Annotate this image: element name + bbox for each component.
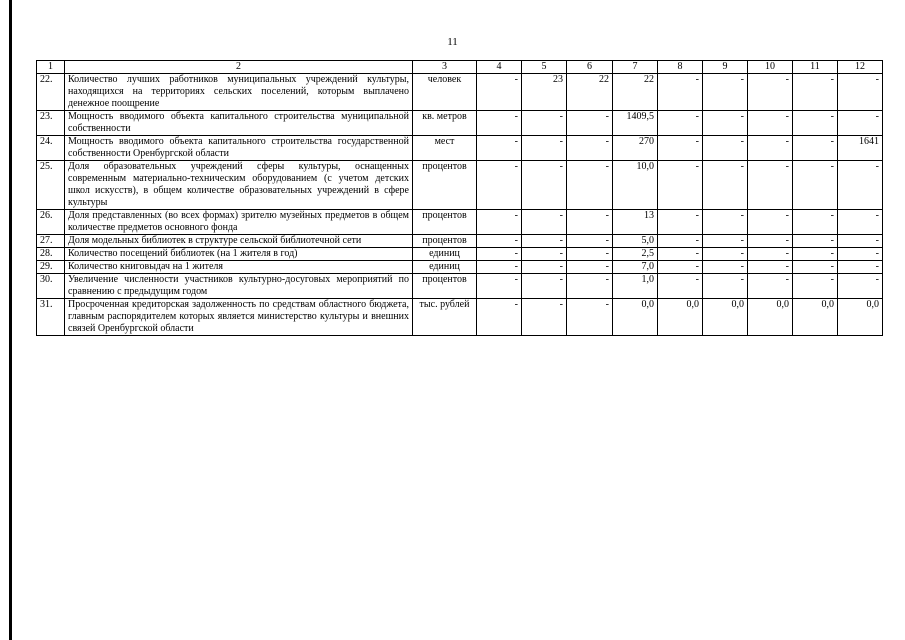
indicator-name-cell: Количество посещений библиотек (на 1 жителя в год) xyxy=(65,248,413,261)
value-cell-col-12: - xyxy=(838,74,883,111)
value-cell-col-12: - xyxy=(838,161,883,210)
column-number-12: 12 xyxy=(838,61,883,74)
value-cell-col-5: - xyxy=(522,235,567,248)
value-cell-col-4: - xyxy=(477,299,522,336)
column-number-10: 10 xyxy=(748,61,793,74)
value-cell-col-5: - xyxy=(522,111,567,136)
row-number-cell: 31. xyxy=(37,299,65,336)
value-cell-col-7: 10,0 xyxy=(613,161,658,210)
value-cell-col-8: - xyxy=(658,248,703,261)
value-cell-col-9: - xyxy=(703,274,748,299)
unit-cell: процентов xyxy=(413,210,477,235)
value-cell-col-8: - xyxy=(658,74,703,111)
value-cell-col-5: - xyxy=(522,161,567,210)
indicator-name-cell: Доля представленных (во всех формах) зрителю музейных предметов в общем количестве предметов основного фонда xyxy=(65,210,413,235)
table-row xyxy=(37,274,883,299)
row-number-cell: 27. xyxy=(37,235,65,248)
value-cell-col-7: 1409,5 xyxy=(613,111,658,136)
indicator-name-cell: Доля образовательных учреждений сферы культуры, оснащенных современным материально-техническим оборудованием (с учетом детских школ искусств), в общем количестве образовательных учреждений в сфере культуры xyxy=(65,161,413,210)
row-number-cell: 23. xyxy=(37,111,65,136)
table-row xyxy=(37,74,883,111)
value-cell-col-6: - xyxy=(567,261,613,274)
table-row xyxy=(37,261,883,274)
indicator-name-cell: Мощность вводимого объекта капитального строительства государственной собственности Оренбургской области xyxy=(65,136,413,161)
value-cell-col-11: - xyxy=(793,274,838,299)
column-number-3: 3 xyxy=(413,61,477,74)
value-cell-col-4: - xyxy=(477,248,522,261)
value-cell-col-10: - xyxy=(748,235,793,248)
unit-cell: тыс. рублей xyxy=(413,299,477,336)
value-cell-col-12: 1641 xyxy=(838,136,883,161)
value-cell-col-12: 0,0 xyxy=(838,299,883,336)
column-number-4: 4 xyxy=(477,61,522,74)
value-cell-col-4: - xyxy=(477,261,522,274)
table-row xyxy=(37,136,883,161)
value-cell-col-8: - xyxy=(658,210,703,235)
value-cell-col-9: - xyxy=(703,235,748,248)
table-row xyxy=(37,210,883,235)
value-cell-col-5: - xyxy=(522,248,567,261)
column-number-2: 2 xyxy=(65,61,413,74)
value-cell-col-9: - xyxy=(703,136,748,161)
value-cell-col-4: - xyxy=(477,111,522,136)
value-cell-col-10: - xyxy=(748,274,793,299)
row-number-cell: 30. xyxy=(37,274,65,299)
value-cell-col-9: - xyxy=(703,261,748,274)
table-row xyxy=(37,161,883,210)
value-cell-col-5: - xyxy=(522,136,567,161)
row-number-cell: 24. xyxy=(37,136,65,161)
value-cell-col-10: 0,0 xyxy=(748,299,793,336)
value-cell-col-9: - xyxy=(703,210,748,235)
value-cell-col-11: - xyxy=(793,111,838,136)
value-cell-col-4: - xyxy=(477,210,522,235)
value-cell-col-10: - xyxy=(748,111,793,136)
value-cell-col-8: - xyxy=(658,274,703,299)
value-cell-col-10: - xyxy=(748,210,793,235)
value-cell-col-5: - xyxy=(522,274,567,299)
value-cell-col-12: - xyxy=(838,274,883,299)
value-cell-col-7: 270 xyxy=(613,136,658,161)
value-cell-col-11: - xyxy=(793,161,838,210)
row-number-cell: 29. xyxy=(37,261,65,274)
value-cell-col-6: - xyxy=(567,299,613,336)
unit-cell: единиц xyxy=(413,261,477,274)
unit-cell: кв. метров xyxy=(413,111,477,136)
value-cell-col-10: - xyxy=(748,136,793,161)
value-cell-col-8: - xyxy=(658,136,703,161)
value-cell-col-8: 0,0 xyxy=(658,299,703,336)
value-cell-col-12: - xyxy=(838,261,883,274)
value-cell-col-7: 7,0 xyxy=(613,261,658,274)
column-number-1: 1 xyxy=(37,61,65,74)
value-cell-col-6: - xyxy=(567,235,613,248)
unit-cell: процентов xyxy=(413,161,477,210)
value-cell-col-6: 22 xyxy=(567,74,613,111)
value-cell-col-6: - xyxy=(567,274,613,299)
indicator-name-cell: Увеличение численности участников культурно-досуговых мероприятий по сравнению с предыдущим годом xyxy=(65,274,413,299)
value-cell-col-5: - xyxy=(522,261,567,274)
value-cell-col-4: - xyxy=(477,136,522,161)
value-cell-col-4: - xyxy=(477,274,522,299)
value-cell-col-11: - xyxy=(793,261,838,274)
unit-cell: процентов xyxy=(413,235,477,248)
table-row xyxy=(37,299,883,336)
value-cell-col-7: 0,0 xyxy=(613,299,658,336)
value-cell-col-8: - xyxy=(658,111,703,136)
column-number-8: 8 xyxy=(658,61,703,74)
value-cell-col-9: - xyxy=(703,248,748,261)
column-number-11: 11 xyxy=(793,61,838,74)
value-cell-col-8: - xyxy=(658,261,703,274)
column-number-row xyxy=(37,61,883,74)
table-row xyxy=(37,248,883,261)
indicator-name-cell: Количество лучших работников муниципальных учреждений культуры, находящихся на территориях сельских поселений, которым выплачено денежное поощрение xyxy=(65,74,413,111)
value-cell-col-9: - xyxy=(703,111,748,136)
indicator-name-cell: Просроченная кредиторская задолженность по средствам областного бюджета, главным распорядителем которых является министерство культуры и внешних связей Оренбургской области xyxy=(65,299,413,336)
value-cell-col-11: - xyxy=(793,248,838,261)
indicators-table xyxy=(36,60,883,336)
indicator-name-cell: Доля модельных библиотек в структуре сельской библиотечной сети xyxy=(65,235,413,248)
value-cell-col-12: - xyxy=(838,235,883,248)
value-cell-col-11: - xyxy=(793,136,838,161)
value-cell-col-6: - xyxy=(567,111,613,136)
value-cell-col-6: - xyxy=(567,248,613,261)
value-cell-col-7: 5,0 xyxy=(613,235,658,248)
value-cell-col-12: - xyxy=(838,111,883,136)
table-row xyxy=(37,111,883,136)
binding-margin-line xyxy=(9,0,12,640)
value-cell-col-9: - xyxy=(703,161,748,210)
value-cell-col-5: - xyxy=(522,299,567,336)
row-number-cell: 28. xyxy=(37,248,65,261)
unit-cell: процентов xyxy=(413,274,477,299)
value-cell-col-10: - xyxy=(748,74,793,111)
column-number-5: 5 xyxy=(522,61,567,74)
value-cell-col-6: - xyxy=(567,161,613,210)
value-cell-col-6: - xyxy=(567,136,613,161)
unit-cell: человек xyxy=(413,74,477,111)
unit-cell: единиц xyxy=(413,248,477,261)
unit-cell: мест xyxy=(413,136,477,161)
row-number-cell: 26. xyxy=(37,210,65,235)
value-cell-col-8: - xyxy=(658,161,703,210)
value-cell-col-7: 1,0 xyxy=(613,274,658,299)
column-number-9: 9 xyxy=(703,61,748,74)
value-cell-col-10: - xyxy=(748,161,793,210)
value-cell-col-7: 22 xyxy=(613,74,658,111)
row-number-cell: 22. xyxy=(37,74,65,111)
value-cell-col-10: - xyxy=(748,248,793,261)
column-number-6: 6 xyxy=(567,61,613,74)
value-cell-col-12: - xyxy=(838,248,883,261)
value-cell-col-6: - xyxy=(567,210,613,235)
value-cell-col-4: - xyxy=(477,161,522,210)
value-cell-col-7: 2,5 xyxy=(613,248,658,261)
column-number-7: 7 xyxy=(613,61,658,74)
value-cell-col-8: - xyxy=(658,235,703,248)
page-number: 11 xyxy=(447,36,458,48)
value-cell-col-5: 23 xyxy=(522,74,567,111)
value-cell-col-10: - xyxy=(748,261,793,274)
value-cell-col-9: 0,0 xyxy=(703,299,748,336)
value-cell-col-11: - xyxy=(793,74,838,111)
value-cell-col-5: - xyxy=(522,210,567,235)
table-row xyxy=(37,235,883,248)
indicator-name-cell: Количество книговыдач на 1 жителя xyxy=(65,261,413,274)
value-cell-col-12: - xyxy=(838,210,883,235)
value-cell-col-11: 0,0 xyxy=(793,299,838,336)
value-cell-col-11: - xyxy=(793,235,838,248)
value-cell-col-7: 13 xyxy=(613,210,658,235)
value-cell-col-9: - xyxy=(703,74,748,111)
indicator-name-cell: Мощность вводимого объекта капитального строительства муниципальной собственности xyxy=(65,111,413,136)
value-cell-col-11: - xyxy=(793,210,838,235)
value-cell-col-4: - xyxy=(477,235,522,248)
row-number-cell: 25. xyxy=(37,161,65,210)
value-cell-col-4: - xyxy=(477,74,522,111)
